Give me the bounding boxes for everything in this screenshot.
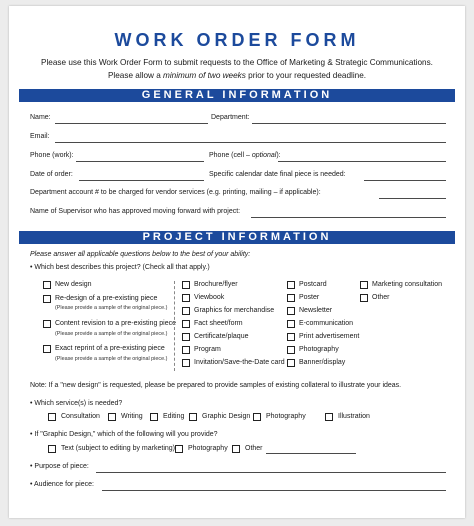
checkbox-poster[interactable]: [287, 294, 295, 302]
project-instruction: Please answer all applicable questions below to the best of your ability:: [30, 251, 251, 258]
checkbox-brochure-flyer[interactable]: [182, 281, 190, 289]
intro-line-2: Please allow a minimum of two weeks prior to your requested deadline.: [107, 71, 367, 80]
checkbox-service-photography[interactable]: [253, 413, 261, 421]
option-label: Viewbook: [194, 294, 225, 301]
option-label: Certificate/plaque: [194, 333, 249, 340]
option-label: Marketing consultation: [372, 281, 443, 288]
option-label: New design: [55, 281, 92, 288]
option-label: E-communication: [299, 320, 354, 327]
audience-field[interactable]: [102, 490, 446, 491]
question-purpose: • Purpose of piece:: [30, 463, 89, 470]
department-label: Department:: [211, 114, 250, 121]
option-note: (Please provide a sample of the original piece.): [55, 356, 168, 362]
general-information-header: GENERAL INFORMATION: [19, 89, 455, 102]
option-label: Postcard: [299, 281, 327, 288]
option-label: Newsletter: [299, 307, 333, 314]
checkbox-invitation[interactable]: [182, 359, 190, 367]
checkbox-e-communication[interactable]: [287, 320, 295, 328]
option-label: Consultation: [61, 413, 100, 420]
option-label: Graphic Design: [202, 413, 251, 420]
question-graphic-design: • If "Graphic Design," which of the following will you provide?: [30, 431, 218, 438]
checkbox-newsletter[interactable]: [287, 307, 295, 315]
specific-date-label: Specific calendar date final piece is needed:: [209, 171, 346, 178]
specific-date-field[interactable]: [364, 180, 446, 181]
purpose-field[interactable]: [96, 472, 446, 473]
name-label: Name:: [30, 114, 51, 121]
phone-work-label: Phone (work):: [30, 152, 74, 159]
name-field[interactable]: [55, 123, 208, 124]
option-label: Re-design of a pre-existing piece: [55, 295, 158, 302]
checkbox-marketing-consultation[interactable]: [360, 281, 368, 289]
project-information-header: PROJECT INFORMATION: [19, 231, 455, 244]
column-divider: [174, 281, 175, 371]
option-label: Program: [194, 346, 221, 353]
form-title: WORK ORDER FORM: [114, 30, 360, 50]
checkbox-new-design[interactable]: [43, 281, 51, 289]
option-label: Banner/display: [299, 359, 346, 366]
option-label: Exact reprint of a pre-existing piece: [55, 345, 165, 352]
checkbox-writing[interactable]: [108, 413, 116, 421]
email-field[interactable]: [55, 142, 446, 143]
question-audience: • Audience for piece:: [30, 481, 94, 488]
phone-cell-field[interactable]: [278, 161, 446, 162]
option-label: Fact sheet/form: [194, 320, 243, 327]
option-label: Print advertisement: [299, 333, 360, 340]
new-design-note: Note: If a "new design" is requested, please be prepared to provide samples of existing collateral to illustrate your ideas.: [30, 382, 402, 389]
option-label: Text (subject to editing by marketing): [61, 445, 175, 452]
option-label: Editing: [163, 413, 185, 420]
question-services: • Which service(s) is needed?: [30, 400, 123, 407]
option-label: Content revision to a pre-existing piece: [55, 320, 177, 327]
checkbox-re-design[interactable]: [43, 295, 51, 303]
date-of-order-field[interactable]: [79, 180, 204, 181]
option-label: Photography: [266, 413, 306, 420]
intro-line-1: Please use this Work Order Form to submit requests to the Office of Marketing & Strategic Communications.: [41, 58, 433, 67]
checkbox-provide-photography[interactable]: [175, 445, 183, 453]
checkbox-provide-other[interactable]: [232, 445, 240, 453]
checkbox-certificate[interactable]: [182, 333, 190, 341]
checkbox-graphics-merchandise[interactable]: [182, 307, 190, 315]
checkbox-postcard[interactable]: [287, 281, 295, 289]
option-label: Poster: [299, 294, 320, 301]
date-of-order-label: Date of order:: [30, 171, 73, 178]
checkbox-illustration[interactable]: [325, 413, 333, 421]
provide-other-field[interactable]: [266, 453, 356, 454]
option-label: Graphics for merchandise: [194, 307, 275, 314]
checkbox-provide-text[interactable]: [48, 445, 56, 453]
option-label: Photography: [299, 346, 339, 353]
dept-account-field[interactable]: [379, 198, 446, 199]
checkbox-photography[interactable]: [287, 346, 295, 354]
checkbox-fact-sheet[interactable]: [182, 320, 190, 328]
supervisor-field[interactable]: [251, 217, 446, 218]
checkbox-graphic-design[interactable]: [189, 413, 197, 421]
checkbox-content-revision[interactable]: [43, 320, 51, 328]
option-label: Other: [372, 294, 390, 301]
checkbox-program[interactable]: [182, 346, 190, 354]
phone-work-field[interactable]: [76, 161, 204, 162]
form-page: [9, 6, 465, 518]
checkbox-other[interactable]: [360, 294, 368, 302]
checkbox-exact-reprint[interactable]: [43, 345, 51, 353]
checkbox-print-advertisement[interactable]: [287, 333, 295, 341]
checkbox-banner-display[interactable]: [287, 359, 295, 367]
option-label: Writing: [121, 413, 143, 420]
option-note: (Please provide a sample of the original piece.): [55, 331, 168, 337]
option-note: (Please provide a sample of the original piece.): [55, 305, 168, 311]
email-label: Email:: [30, 133, 50, 140]
checkbox-viewbook[interactable]: [182, 294, 190, 302]
option-label: Invitation/Save-the-Date card: [194, 359, 285, 366]
supervisor-label: Name of Supervisor who has approved moving forward with project:: [30, 208, 241, 215]
option-label: Other: [245, 445, 263, 452]
option-label: Photography: [188, 445, 228, 452]
phone-cell-label: Phone (cell – optional):: [209, 152, 281, 159]
checkbox-consultation[interactable]: [48, 413, 56, 421]
checkbox-editing[interactable]: [150, 413, 158, 421]
option-label: Brochure/flyer: [194, 281, 238, 288]
dept-account-label: Department account # to be charged for vendor services (e.g. printing, mailing – if applicable):: [30, 189, 321, 196]
question-describe: • Which best describes this project? (Check all that apply.): [30, 264, 210, 271]
department-field[interactable]: [252, 123, 446, 124]
option-label: Illustration: [338, 413, 370, 420]
